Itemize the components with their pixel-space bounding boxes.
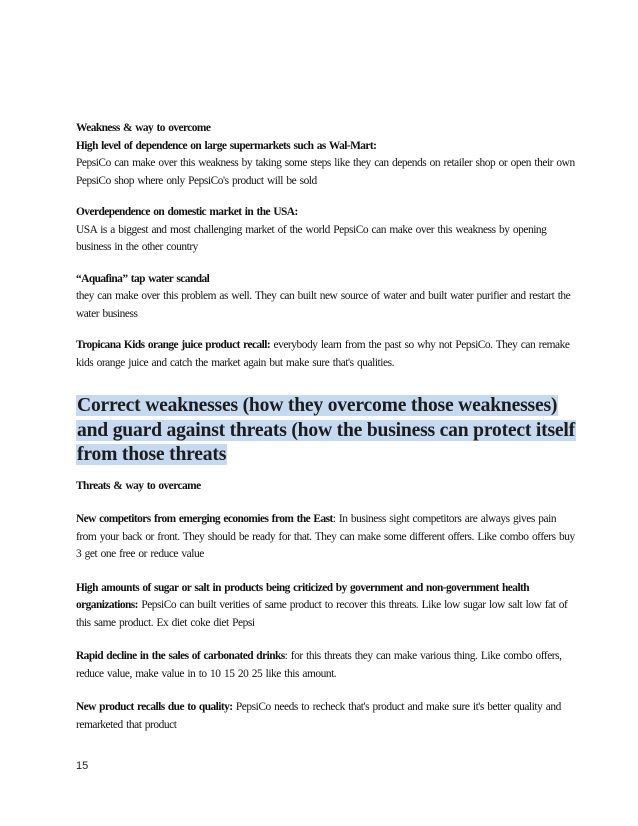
page-content: [76, 120, 576, 734]
threats-title: Threats & way to overcame: [76, 479, 201, 492]
threat-sugar-salt-title: High amounts of sugar or salt in products being criticized by government and non-government health organizations:: [76, 581, 530, 612]
threat-sugar-salt: [76, 580, 576, 633]
section-tropicana: [76, 337, 576, 372]
threat-carbonated-decline: [76, 648, 576, 683]
threat-sugar-salt-body: PepsiCo can built verities of same product to recover this threats. Like low sugar low salt low fat of this same product. Ex diet coke diet Pepsi: [76, 599, 568, 629]
page-number: 15: [76, 760, 89, 772]
section-overdependence-title: Overdependence on domestic market in the USA:: [76, 206, 298, 218]
threat-new-competitors: [76, 511, 576, 564]
section-aquafina: [76, 271, 576, 324]
threat-product-recalls: [76, 699, 576, 734]
threat-product-recalls-title: New product recalls due to quality:: [76, 701, 233, 714]
section-overdependence: [76, 204, 576, 257]
threat-new-competitors-title: New competitors from emerging economies from the East: [76, 513, 333, 526]
threat-new-competitors-body: : In business sight competitors are always gives pain from your back or front. They should be ready for that. They can make some different offers. Like combo offers buy 3 get one free or reduce value: [76, 513, 575, 561]
highlighted-heading: Correct weaknesses (how they overcome those weaknesses) and guard against threats (how the business can protect itself from those threats: [77, 395, 575, 466]
section-weakness-body: PepsiCo can make over this weakness by taking some steps like they can depends on retailer shop or open their own PepsiCo shop where only PepsiCo's product will be sold: [76, 157, 575, 187]
section-weakness-subtitle: High level of dependence on large supermarkets such as Wal-Mart:: [76, 139, 377, 152]
threat-product-recalls-body: PepsiCo needs to recheck that's product and make sure it's better quality and remarketed that product: [76, 701, 561, 731]
section-aquafina-body: they can make over this problem as well. They can built new source of water and built water purifier and restart the water business: [76, 290, 571, 320]
section-weakness-title: Weakness & way to overcome: [76, 122, 211, 134]
section-tropicana-title: Tropicana Kids orange juice product recall:: [76, 339, 271, 351]
section-aquafina-title: “Aquafina” tap water scandal: [76, 272, 210, 285]
section-tropicana-body: everybody learn from the past so why not PepsiCo. They can remake kids orange juice and catch the market again but make sure that's qualities.: [76, 339, 570, 369]
threat-carbonated-decline-title: Rapid decline in the sales of carbonated drinks: [76, 650, 285, 663]
section-overdependence-body: USA is a biggest and most challenging market of the world PepsiCo can make over this weakness by opening business in the other country: [76, 223, 547, 253]
threat-carbonated-decline-body: : for this threats they can make various thing. Like combo offers, reduce value, make value in to 10 15 20 25 like this amount.: [76, 650, 562, 680]
